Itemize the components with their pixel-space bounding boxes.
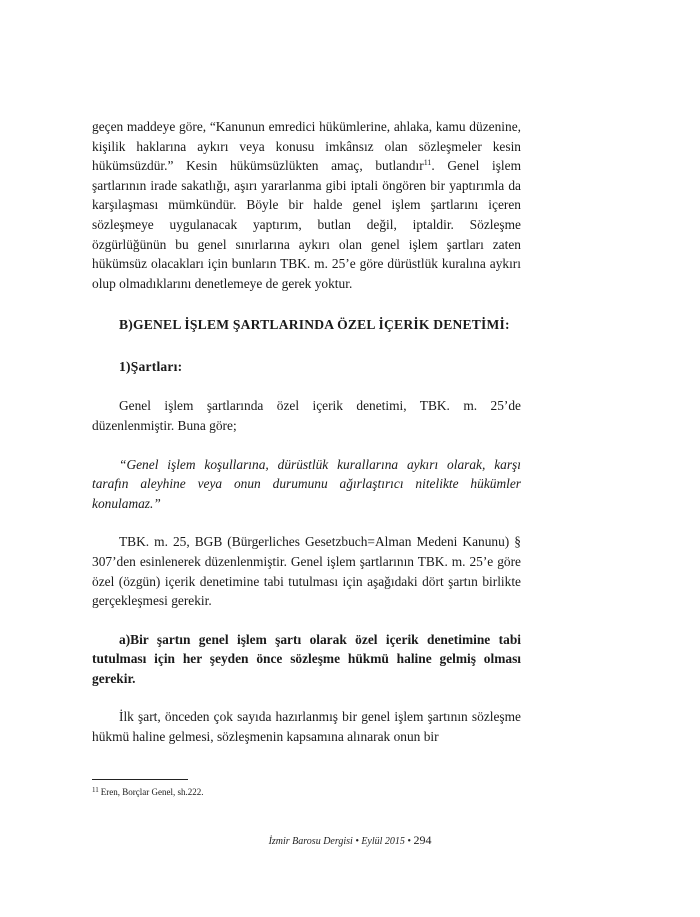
paragraph-2: Genel işlem şartlarında özel içerik denetimi, TBK. m. 25’de düzenlenmiştir. Buna göre; xyxy=(92,398,521,433)
footnote-text: Eren, Borçlar Genel, sh.222. xyxy=(100,787,204,797)
paragraph-4: İlk şart, önceden çok sayıda hazırlanmış bir genel işlem şartının sözleşme hükmü haline gelmesi, sözleşmenin kapsamına alınarak onun bir xyxy=(92,709,521,745)
page-number: 294 xyxy=(413,833,432,847)
law-quote: “Genel işlem koşullarına, dürüstlük kurallarına aykırı olarak, karşı tarafın aleyhine veya onun durumunu ağırlaştırıcı nitelikte hükümler konulamaz.” xyxy=(92,456,521,511)
journal-name: İzmir Barosu Dergisi • Eylül 2015 • xyxy=(268,836,411,847)
footnote-ref[interactable]: 11 xyxy=(423,158,432,168)
page-footer xyxy=(0,833,700,848)
footnote xyxy=(92,784,203,798)
page-body xyxy=(92,117,521,747)
paragraph-1-tail: . Genel işlem şartlarının irade sakatlığı, aşırı yararlanma gibi iptali öngören bir yaptırımla da karşılaşması mümkündür. Böyle bir halde genel işlem şartlarını içeren sözleşmeye uygulanacak yaptırım, butlan değil, iptaldir. Sözleşme özgürlüğünün bu genel sınırlarına aykırı olan genel işlem şartları zaten hükümsüz olacakları için bunların TBK. m. 25’e göre dürüstlük kuralına aykırı olup olmadıklarını denetlemeye de gerek yoktur. xyxy=(92,158,521,291)
footnote-divider xyxy=(92,779,188,780)
paragraph-1 xyxy=(92,117,521,293)
subsection-heading-a: a)Bir şartın genel işlem şartı olarak özel içerik denetimine tabi tutulması için her şeyden önce sözleşme hükmü haline gelmiş olması gerekir. xyxy=(92,631,521,686)
subsection-heading-1: 1)Şartları: xyxy=(119,359,183,375)
section-heading-b: B)GENEL İŞLEM ŞARTLARINDA ÖZEL İÇERİK DENETİMİ: xyxy=(119,317,510,333)
paragraph-3: TBK. m. 25, BGB (Bürgerliches Gesetzbuch=Alman Medeni Kanunu) § 307’den esinlenerek düzenlenmiştir. Genel işlem şartlarının TBK. m. 25’e göre özel (özgün) içerik denetimine tabi tutulması için aşağıdaki dört şartın birlikte gerçekleşmesi gerekir. xyxy=(92,534,521,609)
footnote-number: 11 xyxy=(92,786,99,794)
paragraph-1-text: geçen maddeye göre, “Kanunun emredici hükümlerine, ahlaka, kamu düzenine, kişilik haklarına aykırı veya konusu imkânsız olan sözleşmeler kesin hükümsüzdür.” Kesin hükümsüzlükten amaç, butlandır xyxy=(92,119,521,174)
